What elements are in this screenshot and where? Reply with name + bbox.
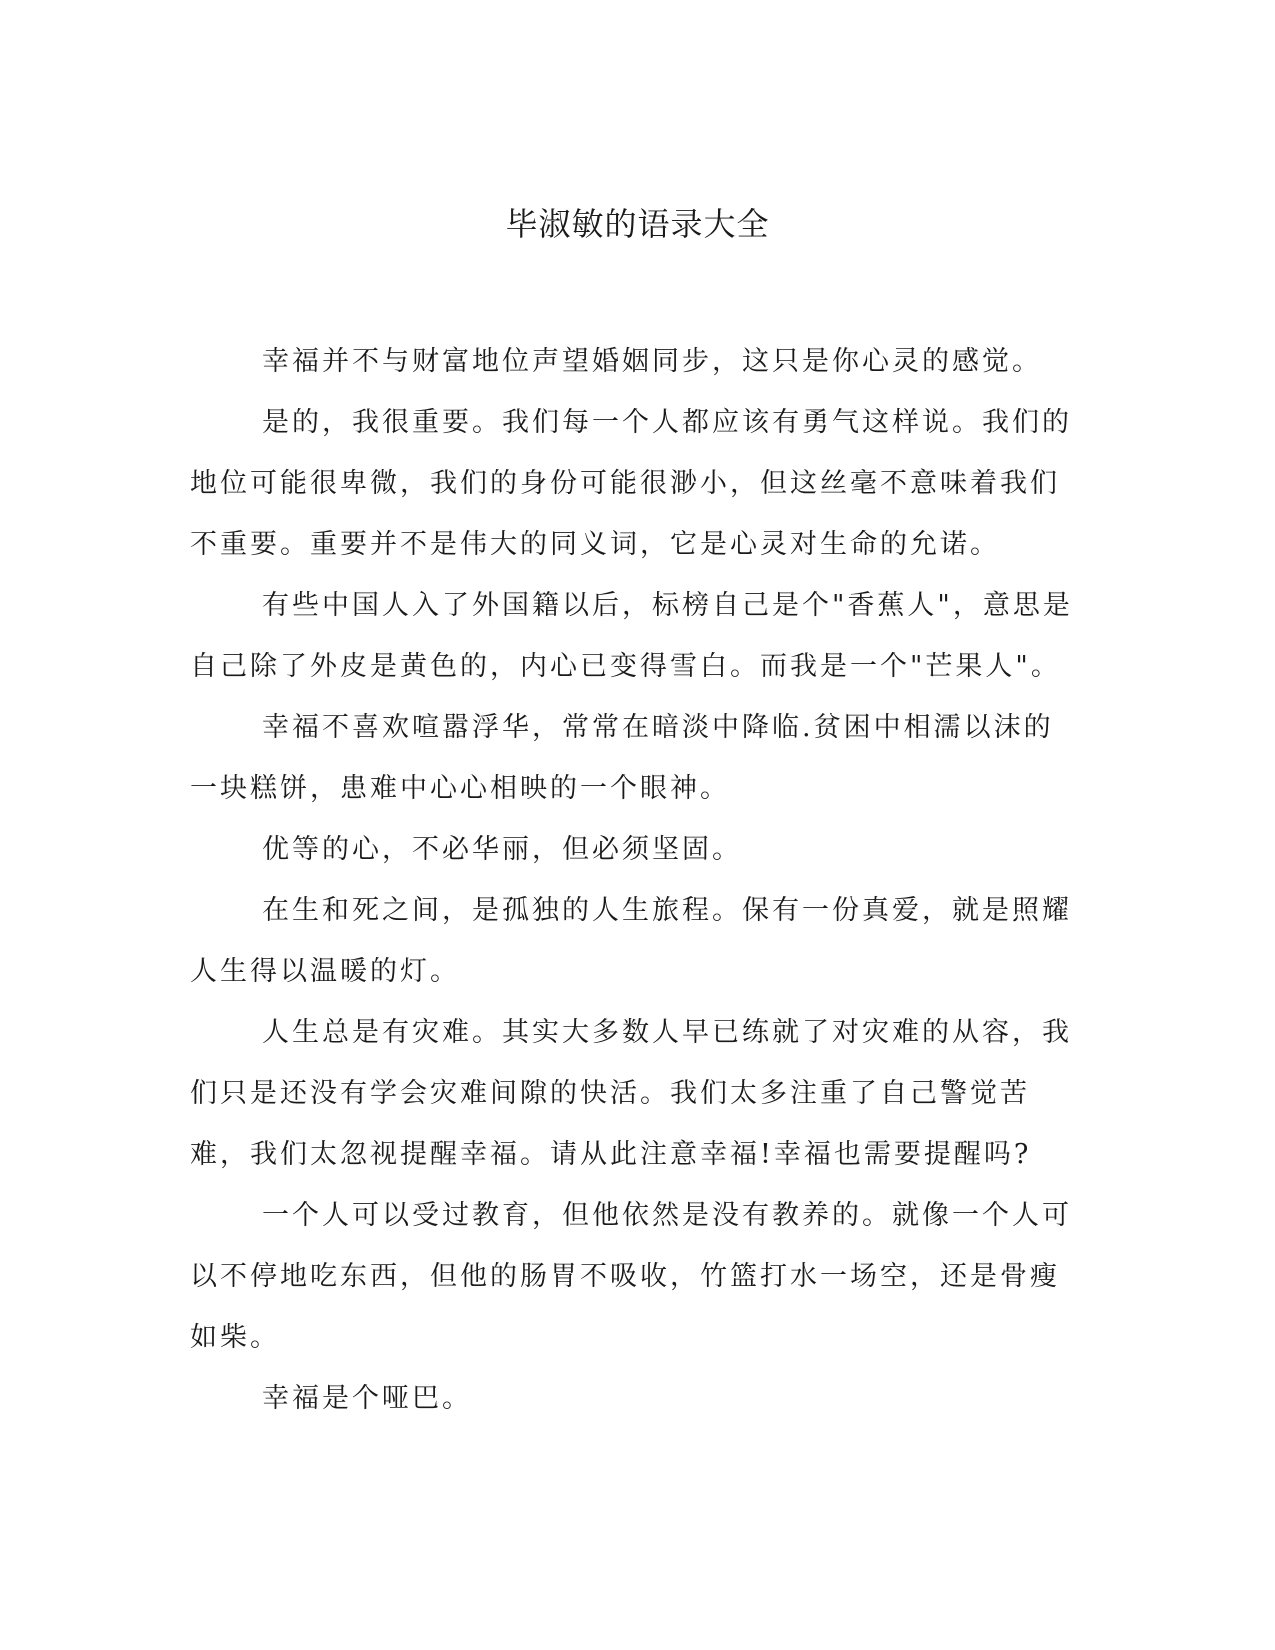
paragraph-7: 人生总是有灾难。其实大多数人早已练就了对灾难的从容，我们只是还没有学会灾难间隙的快活。我们太多注重了自己警觉苦难，我们太忽视提醒幸福。请从此注意幸福!幸福也需要提醒吗? bbox=[190, 1017, 1072, 1170]
paragraph-9: 幸福是个哑巴。 bbox=[262, 1383, 472, 1414]
paragraph-8: 一个人可以受过教育，但他依然是没有教养的。就像一个人可以不停地吃东西，但他的肠胃不吸收，竹篮打水一场空，还是骨瘦如柴。 bbox=[190, 1200, 1072, 1353]
paragraph-1: 幸福并不与财富地位声望婚姻同步，这只是你心灵的感觉。 bbox=[262, 346, 1042, 377]
paragraph-3: 有些中国人入了外国籍以后，标榜自己是个"香蕉人"，意思是自己除了外皮是黄色的，内心已变得雪白。而我是一个"芒果人"。 bbox=[190, 590, 1073, 682]
paragraph-5: 优等的心，不必华丽，但必须坚固。 bbox=[262, 834, 742, 865]
paragraph-6: 在生和死之间，是孤独的人生旅程。保有一份真爱，就是照耀人生得以温暖的灯。 bbox=[190, 895, 1072, 987]
document-body bbox=[190, 331, 1080, 1429]
paragraph-4: 幸福不喜欢喧嚣浮华，常常在暗淡中降临.贫困中相濡以沫的一块糕饼，患难中心心相映的一个眼神。 bbox=[190, 712, 1054, 804]
page-title: 毕淑敏的语录大全 bbox=[505, 205, 770, 243]
paragraph-2: 是的，我很重要。我们每一个人都应该有勇气这样说。我们的地位可能很卑微，我们的身份可能很渺小，但这丝毫不意味着我们不重要。重要并不是伟大的同义词，它是心灵对生命的允诺。 bbox=[190, 407, 1072, 560]
